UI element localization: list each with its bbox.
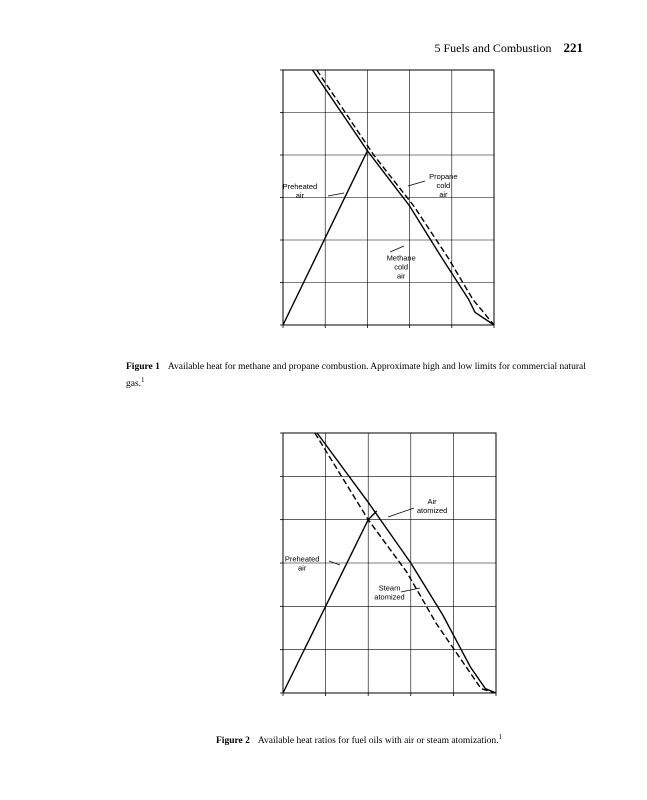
annotation-label <box>417 497 447 515</box>
annotation-label <box>285 554 320 572</box>
annotation-word: air <box>439 189 448 199</box>
figure-2-caption-label: Figure 2 <box>216 736 250 747</box>
annotation-word: cold <box>394 262 409 272</box>
annotation-label <box>374 584 404 602</box>
figure-2-caption-text: Available heat ratios for fuel oils with air or steam atomization. <box>257 736 499 747</box>
figure-1-caption-ref: 1 <box>141 376 145 384</box>
annotation-word: Preheated <box>282 182 318 191</box>
chapter-title: 5 Fuels and Combustion <box>434 41 552 55</box>
annotation-word: air <box>396 271 406 281</box>
figure-2-caption <box>216 731 576 748</box>
annotation-word: Steam <box>378 583 401 593</box>
figure-1-caption-text: Available heat for methane and propane combustion. Approximate high and low limits for commercial natural gas. <box>126 362 586 390</box>
annotation-word: Preheated <box>284 554 320 564</box>
annotation-word: air <box>295 191 305 200</box>
figure-1-caption <box>126 361 588 391</box>
figure-1-caption-label: Figure 1 <box>126 362 160 372</box>
annotation-leader-line <box>388 508 414 517</box>
figure-2-caption-ref: 1 <box>498 733 503 741</box>
annotation-word: Air <box>427 497 437 507</box>
page-number: 221 <box>563 40 583 55</box>
series-preheated-air-line <box>283 511 377 693</box>
annotation-word: Methane <box>386 253 416 263</box>
annotation-word: air <box>297 563 307 573</box>
annotation-word: cold <box>436 180 451 190</box>
annotation-word: Propane <box>429 171 458 181</box>
annotation-word: atomized <box>374 592 405 602</box>
annotation-word: atomized <box>416 506 448 516</box>
